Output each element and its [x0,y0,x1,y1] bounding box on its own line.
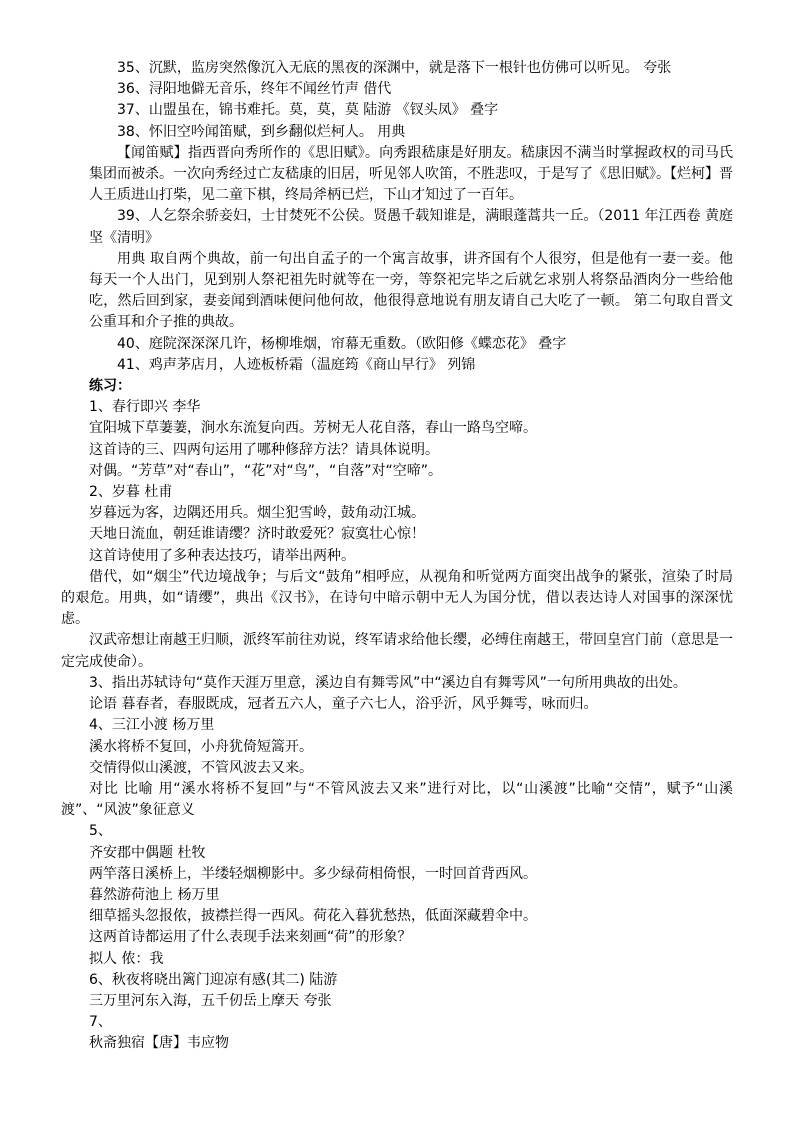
text-line: 论语 暮春者，春服既成，冠者五六人，童子六七人，浴乎沂，风乎舞雩，咏而归。 [89,696,598,713]
text-line: 38、怀旧空吟闻笛赋，到乡翻似烂柯人。 用典 [117,123,406,140]
text-line: 岁暮远为客，边隅还用兵。烟尘犯雪岭，鼓角动江城。 [89,505,425,522]
text-paragraph: 对比 比喻 用“溪水将桥不复回”与“不管风波去又来”进行对比，以“山溪渡”比喻“交情”，赋予“山溪渡”、“风波”象征意义 [61,780,733,819]
text-paragraph: 3、指出苏轼诗句“莫作天涯万里意，溪边自有舞雩风”中“溪边自有舞雩风”一句所用典故的出处。 [89,674,687,691]
text-line: 36、浔阳地僻无音乐，终年不闻丝竹声 借代 [117,81,392,98]
text-line: 40、庭院深深深几许，杨柳堆烟，帘幕无重数。（欧阳修《蝶恋花》 叠字 [117,335,567,352]
text-line: 天地日流血，朝廷谁请缨？济时敢爱死？寂寞壮心惊！ [89,526,425,543]
text-line: 两竿落日溪桥上，半缕轻烟柳影中。多少绿荷相倚恨，一时回首背西风。 [89,865,537,882]
text-line: 这两首诗都运用了什么表现手法来刻画“荷”的形象？ [89,929,412,946]
text-line: 拟人 侬：我 [89,950,164,967]
text-line: 1、春行即兴 李华 [89,399,201,416]
text-line: 7、 [89,1014,112,1031]
text-line: 秋斋独宿【唐】韦应物 [89,1035,229,1052]
text-line: 暮然游荷池上 杨万里 [89,886,220,903]
text-line: 对偶。“芳草”对“春山”，“花”对“鸟”，“自落”对“空啼”。 [89,462,443,479]
text-line: 5、 [89,823,112,840]
text-line: 三万里河东入海，五千仞岳上摩天 夸张 [89,992,332,1009]
text-line: 41、鸡声茅店月，人迹板桥霜（温庭筠《商山早行》 列锦 [117,356,476,373]
text-line: 齐安郡中偶题 杜牧 [89,844,206,861]
document-body [61,58,733,1055]
text-line: 2、岁暮 杜甫 [89,484,173,501]
text-line: 4、三江小渡 杨万里 [89,717,215,734]
text-line: 35、沉默，监房突然像沉入无底的黑夜的深渊中，就是落下一根针也仿佛可以听见。 夸张 [117,60,672,76]
text-line: 这首诗使用了多种表达技巧，请举出两种。 [89,547,355,564]
text-paragraph: 用典 取自两个典故，前一句出自孟子的一个寓言故事，讲齐国有个人很穷，但是他有一妻一妾。他每天一个人出门，见到别人祭祀祖先时就等在一旁，等祭祀完毕之后就乞求别人将祭品酒肉分一些给他吃，然后回到家，妻妾闻到酒味便问他何故，他很得意地说有朋友请自己大吃了一顿。 第二句取自晋文公重耳和介子推的典故。 [89,250,733,331]
text-paragraph: 【闻笛赋】指西晋向秀所作的《思旧赋》。向秀跟嵇康是好朋友。嵇康因不满当时掌握政权的司马氏集团而被杀。一次向秀经过亡友嵇康的旧居，听见邻人吹笛，不胜悲叹，于是写了《思旧赋》。【烂柯】晋人王质进山打柴，见二童下棋，终局斧柄已烂，下山才知过了一百年。 [89,144,733,204]
text-line: 细草摇头忽报侬，披襟拦得一西风。荷花入暮犹愁热，低面深藏碧伞中。 [89,908,537,925]
text-paragraph: 汉武帝想让南越王归顺，派终军前往劝说，终军请求给他长缨，必缚住南越王，带回皇宫门前（意思是一定完成使命）。 [61,632,733,670]
text-paragraph: 39、人乞祭余骄妾妇，士甘焚死不公侯。贤愚千载知谁是，满眼蓬蒿共一丘。（2011 年江西卷 黄庭坚《清明》 [89,208,733,246]
text-line: 溪水将桥不复回，小舟犹倚短篙开。 [89,738,313,755]
text-paragraph: 借代，如“烟尘”代边境战争；与后文“鼓角”相呼应，从视角和听觉两方面突出战争的紧张，渲染了时局的艰危。用典，如“请缨”，典出《汉书》，在诗句中暗示朝中无人为国分忧，借以表达诗人对国事的深深忧虑。 [61,568,733,628]
text-line: 6、秋夜将晓出篱门迎凉有感(其二) 陆游 [89,971,338,988]
text-line: 宜阳城下草萋萋，涧水东流复向西。芳树无人花自落，春山一路鸟空啼。 [89,420,537,437]
text-line: 这首诗的三、四两句运用了哪种修辞方法？请具体说明。 [89,441,439,458]
text-line: 37、山盟虽在，锦书难托。莫，莫，莫 陆游 《钗头凤》 叠字 [117,102,499,119]
text-line: 交情得似山溪渡，不管风波去又来。 [89,759,313,776]
section-heading: 练习： [89,378,131,395]
